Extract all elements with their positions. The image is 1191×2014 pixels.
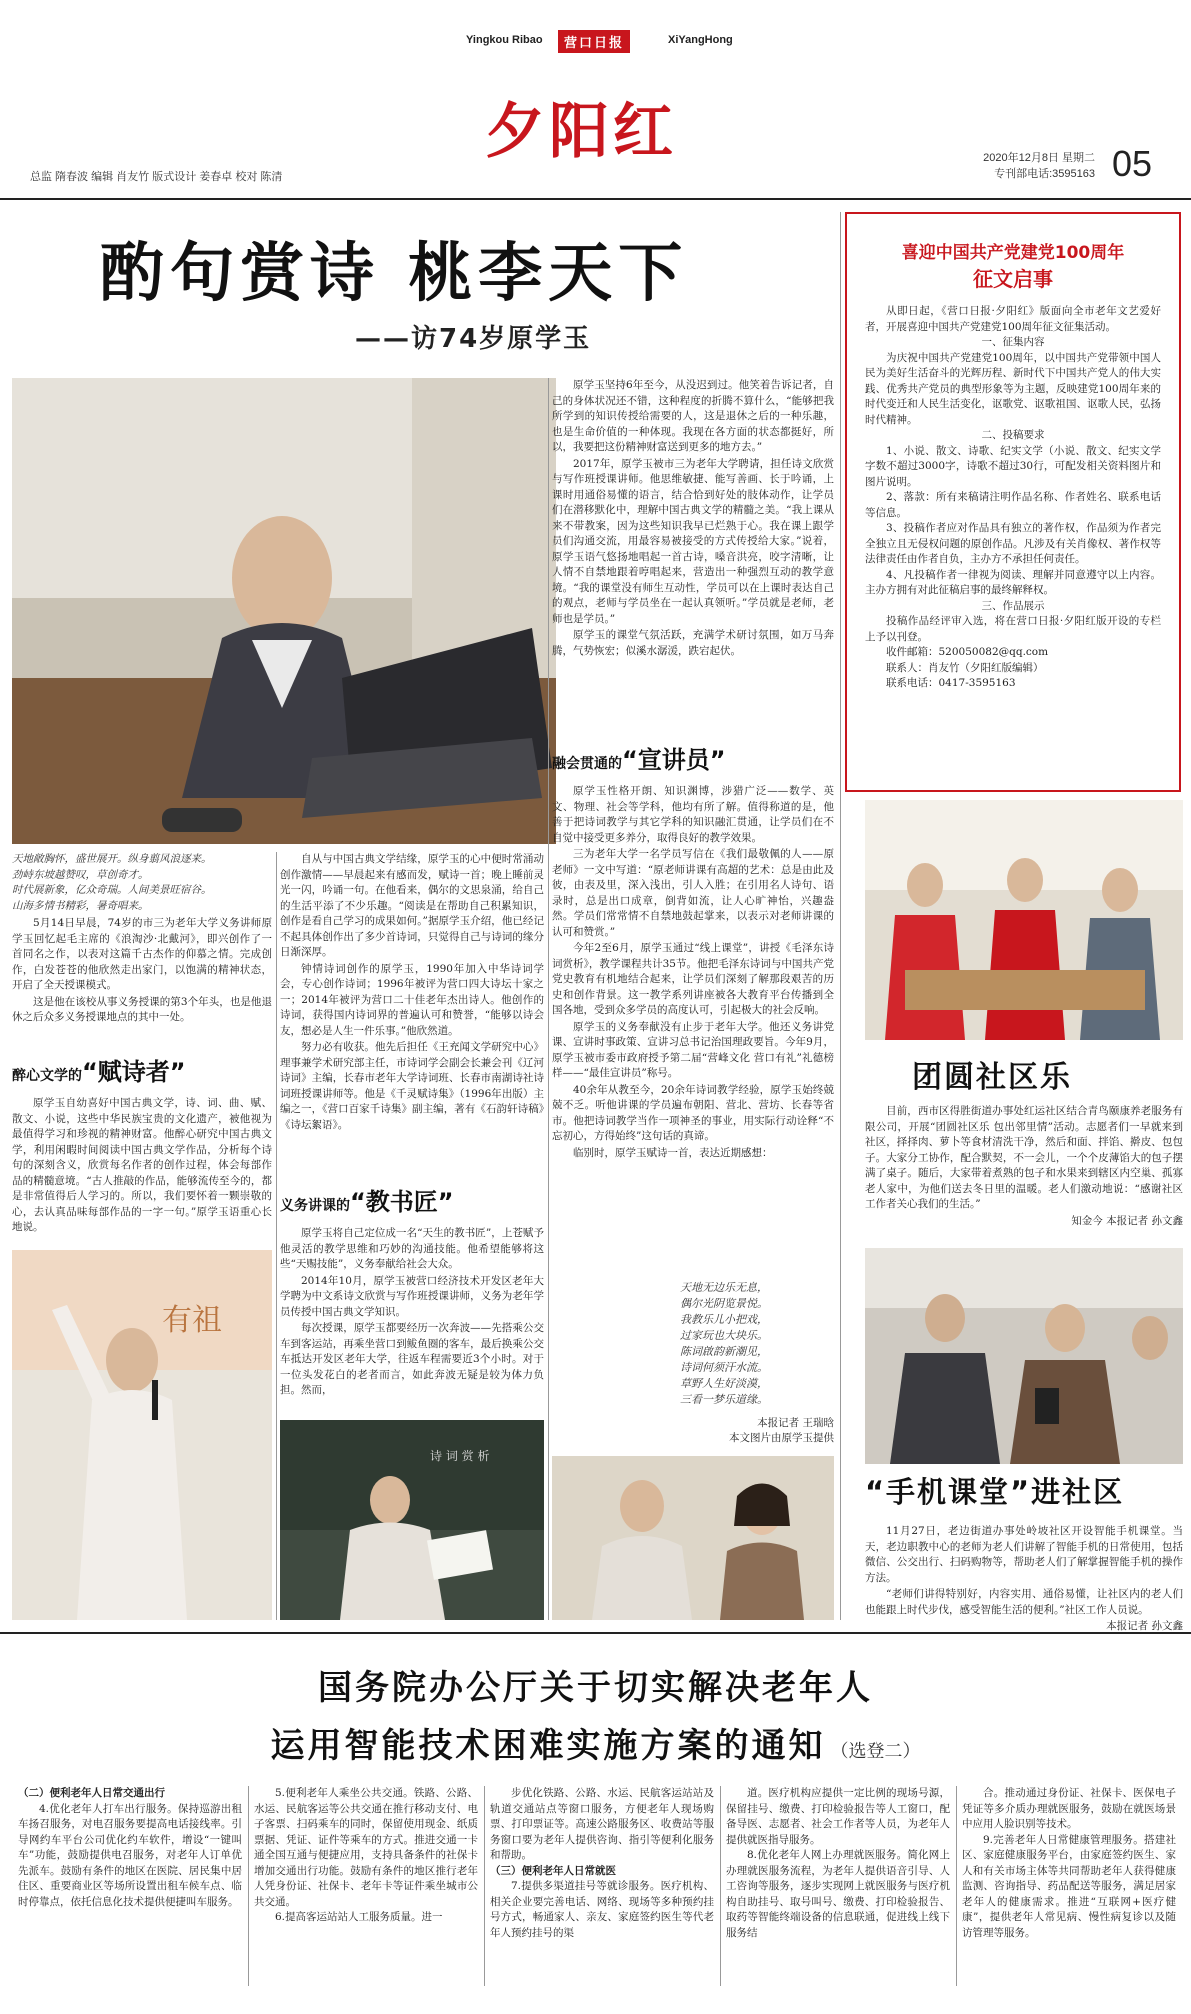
main-subhead: ——访74岁原学玉 [355, 324, 592, 354]
section-heading-2 [280, 1182, 454, 1217]
poem-line: 三看一梦乐道缘。 [680, 1393, 768, 1406]
poem-line: 天地无边乐无息， [680, 1281, 768, 1294]
notice-intro: 从即日起，《营口日报·夕阳红》版面向全市老年文艺爱好者，开展喜迎中国共产党建党100周年征文征集活动。 [865, 305, 1161, 333]
paragraph: 6.提高客运站站人工服务质量。进一 [275, 1911, 443, 1923]
paragraph: 自从与中国古典文学结缘，原学玉的心中便时常涌动创作激情——早晨起来有感而发，赋诗一首；晚上睡前灵光一闪，吟诵一句。在他看来，偶尔的文思泉涌，给自己的生活平添了不少乐趣。“阅读是在帮助自己积累知识，创作是看自己学习的成果如何。”据原学玉介绍，他已经记不起具体创作出了多少首诗词，只觉得自己与诗词的缘分日渐深厚。 [280, 853, 544, 958]
paper-logo: 营口日报 [558, 30, 630, 53]
paragraph: 道。医疗机构应提供一定比例的现场号源，保留挂号、缴费、打印检验报告等人工窗口，配备导医、志愿者、社会工作者等人员，为老年人提供就医指导服务。 [726, 1787, 950, 1846]
paragraph: 原学玉将自己定位成一名“天生的教书匠”，上苍赋予他灵活的教学思维和巧妙的沟通技能。他希望能够将这些“天赐技能”，义务奉献给社会大众。 [280, 1227, 544, 1270]
paragraph: 原学玉的义务奉献没有止步于老年大学。他还义务讲党课、宣讲时事政策、宣讲习总书记治国理政要旨。今年9月，原学玉被市委市政府授予第二届“营峰文化 营口有礼”礼德榜样——“最佳宣讲员”称号。 [552, 1020, 834, 1079]
bottom-col-3 [490, 1786, 714, 1941]
paragraph: 2014年10月，原学玉被营口经济技术开发区老年大学聘为中文系诗文欣赏与写作班授课讲师，义务为老年学员传授中国古典文学知识。 [280, 1274, 544, 1318]
column-divider [248, 1786, 249, 1986]
section-prefix: 醉心文学的 [12, 1068, 82, 1084]
phone-class-photo [865, 1248, 1183, 1464]
section-key: “赋诗者” [82, 1058, 186, 1086]
bottom-col-1 [18, 1786, 242, 1910]
bottom-subhead: （二）便利老年人日常交通出行 [18, 1787, 165, 1799]
notice-section-1-text: 为庆祝中国共产党建党100周年，以中国共产党带领中国人民为美好生活奋斗的光辉历程、新时代下中国共产党人的伟大实践、优秀共产党员的典型形象等为主题，反映建党100周年来的时代变迁和人民生活变化，讴歌党、讴歌祖国、讴歌人民，弘扬时代精神。 [865, 351, 1161, 426]
side2-byline: 本报记者 孙文鑫 [1106, 1620, 1183, 1632]
poem-line: 山海多情书精彩，暑奇唱来。 [12, 899, 149, 912]
notice-email: 收件邮箱：520050082@qq.com [886, 646, 1049, 658]
col3-section3 [552, 784, 834, 1162]
dateline [890, 150, 1095, 182]
col1-intro [12, 916, 272, 1027]
paragraph: 努力必有收获。他先后担任《王充闻文学研究中心》理事兼学术研究部主任，市诗词学会副会长兼会刊《辽河诗词》主编，长春市老年大学诗词班、长春市南湖诗社诗词班授课讲师等。他是《千灵赋诗集》（1996年出版）主编之一，《营口百家千诗集》副主编，著有《石韵轩诗稿》《诗坛絮语》。 [280, 1041, 544, 1131]
page-number: 05 [1112, 143, 1153, 184]
column-divider [956, 1786, 957, 1986]
notice-item: 3、投稿作者应对作品具有独立的著作权，作品须为作者完全独立且无侵权问题的原创作品。凡涉及有关肖像权、著作权等法律责任由作者自负，主办方不承担任何责任。 [865, 522, 1161, 565]
paragraph: 每次授课，原学玉都要经历一次奔波——先搭乘公交车到客运站，再乘坐营口到鲅鱼圈的客车，最后换乘公交车抵达开发区老年大学，往返车程需要近3个小时。对于一位头发花白的老者而言，如此奔波无疑是较为体力负担。然而， [280, 1322, 544, 1396]
teacher-reciting-photo [12, 1250, 272, 1620]
essay-notice-box [845, 212, 1181, 792]
poem-line: 陈词啟韵新潮见， [680, 1345, 768, 1358]
notice-section-1: 一、征集内容 [981, 336, 1045, 348]
closing-poem [680, 1280, 830, 1408]
phone-text: 专刊部电话:3595163 [994, 168, 1095, 180]
col3-text [552, 378, 834, 660]
column-divider [484, 1786, 485, 1986]
bottom-title-line1: 国务院办公厅关于切实解决老年人 [318, 1668, 873, 1708]
date-text: 2020年12月8日 星期二 [983, 152, 1095, 164]
section-prefix: 义务讲课的 [280, 1198, 350, 1214]
paragraph: 4.优化老年人打车出行服务。保持巡游出租车扬召服务，对电召服务要提高电话接线率。引导网约车平台公司优化约车软件，增设“一键叫车”功能，鼓励提供电召服务，对老年人订单优先派车。鼓励有条件的地区在医院、居民集中居住区、重要商业区等场所设置出租车候车点、临时停靠点，依托信息化技术提供便捷叫车服务。 [18, 1802, 242, 1908]
column-divider [720, 1786, 721, 1986]
masthead-rule [0, 198, 1191, 200]
main-headline: 酌句赏诗 桃李天下 [100, 237, 689, 311]
notice-item: 1、小说、散文、诗歌、纪实文学（小说、散文、纪实文学字数不超过3000字，诗歌不超过30行，可配发相关资料图片和图片说明。 [865, 444, 1161, 488]
credits-line: 总监 隋春波 编辑 肖友竹 版式设计 姜春卓 校对 陈清 [30, 171, 283, 183]
paragraph: 5月14日早晨，74岁的市三为老年大学义务讲师原学玉回忆起毛主席的《浪淘沙·北戴河》，即兴创作了一首同名之作，以表对这篇千古杰作的仰慕之情。完成创作，白发苍苍的他欣然走出家门，以饱满的精神状态，开启了全天授课模式。 [12, 917, 272, 991]
side2-title: “手机课堂”进社区 [865, 1475, 1125, 1509]
byline-reporter: 本报记者 王瑞晗 [757, 1417, 834, 1429]
paragraph: 三为老年大学一名学员写信在《我们最敬佩的人——原老师》一文中写道：“原老师讲课有高超的艺术：总是由此及彼，由表及里，深入浅出，引人入胜；在引用名人诗句、语录时，总是出口成章，倒背如流，让人心旷神怡，兴趣盎然。学员们常常情不自禁地鼓起掌来，以表示对老师讲课的认可和赞赏。” [552, 848, 834, 938]
col2-text [280, 852, 544, 1134]
bottom-col-5 [962, 1786, 1176, 1941]
side1-byline: 知金今 本报记者 孙文鑫 [1071, 1214, 1183, 1227]
section-key: “教书匠” [350, 1188, 454, 1216]
bottom-col-2 [254, 1786, 478, 1926]
teacher-blackboard-photo [280, 1420, 544, 1620]
paragraph: 7.提供多渠道挂号等就诊服务。医疗机构、相关企业要完善电话、网络、现场等多种预约挂号方式，畅通家人、亲友、家庭签约医生等代老年人预约挂号的渠 [490, 1880, 714, 1939]
notice-section-3-text: 投稿作品经评审入选，将在营口日报·夕阳红版开设的专栏上予以刊登。 [865, 615, 1161, 643]
paper-name-en-left: Yingkou Ribao [466, 34, 543, 46]
paragraph: 2017年，原学玉被市三为老年大学聘请，担任诗文欣赏与写作班授课讲师。他思维敏捷、能写善画、长于吟诵，上课时用通俗易懂的语言，结合恰到好处的肢体动作，让学员们在潜移默化中，理解中国古典文学的精髓之美。“我上课从来不带教案，因为这些知识我早已烂熟于心。我在课上跟学员们沟通交流，用最容易被接受的方式传授给大家。”说着，原学玉语气悠扬地唱起一首古诗，嗓音洪亮，咬字清晰，让人情不自禁地跟着哼唱起来，营造出一种强烈互动的教学意境。“我的课堂没有师生互动性，学员可以在上课时表达自己的观点，老师与学员坐在一起认真领听。”学员就是老师，老师也是学员。” [552, 457, 834, 625]
teacher-at-laptop-photo [12, 378, 556, 844]
paragraph: 临别时，原学玉赋诗一首，表达近期感想： [573, 1146, 773, 1159]
notice-contact: 联系人：肖友竹（夕阳红版编辑） [886, 661, 1044, 674]
section-prefix: 融会贯通的 [552, 756, 622, 772]
side1-title: 团圆社区乐 [912, 1060, 1072, 1095]
paragraph: 步优化铁路、公路、水运、民航客运站站及轨道交通站点等窗口服务，方便老年人现场购票、打印票证等。高速公路服务区、收费站等服务窗口要为老年人提供咨询、指引等便利化服务和帮助。 [490, 1787, 714, 1861]
bottom-subhead: （三）便利老年人日常就医 [490, 1864, 616, 1877]
poem-line: 过家玩也大块乐。 [680, 1329, 768, 1342]
notice-item: 2、落款：所有来稿请注明作品名称、作者姓名、联系电话等信息。 [865, 491, 1161, 519]
paragraph: 这是他在该校从事义务授课的第3个年头，也是他退休之后众多义务授课地点的其中一处。 [12, 995, 272, 1023]
paragraph: 11月27日，老边街道办事处岭坡社区开设智能手机课堂。当天，老边职教中心的老师为老人们讲解了智能手机的日常使用，包括微信、公交出行、扫码购物等，帮助老人们了解掌握智能手机的操作方法。 [865, 1525, 1183, 1584]
paragraph: 8.优化老年人网上办理就医服务。简化网上办理就医服务流程，为老年人提供语音引导、人工咨询等服务，逐步实现网上就医服务与医疗机构自助挂号、取号叫号、缴费、打印检验报告、取药等智能终端设备的信息联通，促进线上线下服务结 [726, 1849, 950, 1939]
paragraph: 原学玉性格开朗、知识渊博，涉猎广泛——数学、英文、物理、社会等学科，他均有所了解。值得称道的是，他善于把诗词教学与其它学科的知识融汇贯通，让学员们在不自觉中接受更多养分，取得良好的教学效果。 [552, 785, 834, 844]
poem-line: 劲峙东坡越赞叹，草创奇才。 [12, 868, 149, 881]
section-heading-1 [12, 1052, 186, 1087]
notice-phone: 联系电话：0417-3595163 [886, 677, 1016, 689]
main-byline [552, 1416, 834, 1446]
poem-line: 偶尔光阴览景悦。 [680, 1297, 768, 1310]
dumpling-volunteers-photo [865, 800, 1183, 1040]
paragraph: 原学玉的课堂气氛活跃，充满学术研讨氛围，如万马奔腾，气势恢宏；似溪水潺湲，跌宕起伏。 [552, 629, 834, 657]
paragraph: 合。推动通过身份证、社保卡、医保电子凭证等多介质办理就医服务，鼓励在就医场景中应用人脸识别等技术。 [962, 1787, 1176, 1830]
opening-poem [12, 852, 272, 914]
paragraph: 钟情诗词创作的原学玉，1990年加入中华诗词学会，专心创作诗词；1996年被评为营口四大诗坛十家之一；2014年被评为营口二十佳老年杰出诗人。他创作的诗词，获得国内诗词界的普遍认可和赞誉，“能够以诗会友，想必是人生一件乐事。”他欣然道。 [280, 962, 544, 1037]
poem-line: 天地敞胸怀，盛世展开。纵身翦风浪逐来。 [12, 853, 212, 865]
bottom-col-4 [726, 1786, 950, 1941]
paragraph: 5.便利老年人乘坐公共交通。铁路、公路、水运、民航客运等公共交通在推行移动支付、电子客票、扫码乘车的同时，保留使用现金、纸质票据、凭证、证件等乘车的方式。推进交通一卡通全国互通与便捷应用，支持具备条件的社保卡增加交通出行功能。鼓励有条件的地区推行老年人凭身份证、社保卡、老年卡等证件乘坐城市公共交通。 [254, 1787, 478, 1908]
paragraph: 9.完善老年人日常健康管理服务。搭建社区、家庭健康服务平台，由家庭签约医生、家人和有关市场主体等共同帮助老年人获得健康监测、咨询指导、药品配送等服务，满足居家老年人的健康需求。推进“互联网+医疗健康”，提供老年人常见病、慢性病复诊以及随访管理等服务。 [962, 1833, 1176, 1939]
poem-line: 草野人生好淡漠， [680, 1377, 768, 1390]
svg-text:有祖: 有祖 [162, 1303, 222, 1338]
paragraph: 原学玉坚持6年至今，从没迟到过。他笑着告诉记者，自己的身体状况还不错，这种程度的折腾不算什么，“能够把我所学到的知识传授给需要的人，这是退休之后的一种乐趣，也是生命价值的一种体现。我现在各方面的状态都挺好，所以，我要把这份精神财富送到更多的地方去。” [552, 379, 834, 453]
notice-title-line1: 喜迎中国共产党建党100周年 [901, 243, 1125, 263]
notice-section-2: 二、投稿要求 [981, 429, 1045, 441]
section-heading-3 [552, 740, 726, 775]
poem-line: 诗词何须汗水流。 [680, 1361, 768, 1374]
paper-name-en-right: XiYangHong [668, 34, 733, 46]
section-key: “宣讲员” [622, 746, 726, 774]
bottom-title-note: （选登二） [830, 1741, 921, 1762]
paragraph: 今年2至6月，原学玉通过“线上课堂”，讲授《毛泽东诗词赏析》，教学课程共计35节。他把毛泽东诗词与中国共产党党史教育有机地结合起来，让学员们深刻了解那段艰苦的历史和创作背景。这一教学系列讲座被各大教育平台传播到全国各地，受到众多学员的高度认可，引起极大的社会反响。 [552, 942, 834, 1016]
page-name: 夕阳红 [485, 97, 677, 167]
interview-photo [552, 1456, 834, 1620]
col1-section1 [12, 1096, 272, 1237]
column-divider [840, 212, 841, 1620]
paragraph: “老师们讲得特别好，内容实用、通俗易懂，让社区内的老人们也能跟上时代步伐，感受智能生活的便利。”社区工作人员说。 [865, 1588, 1183, 1616]
paragraph: 原学玉自幼喜好中国古典文学，诗、词、曲、赋、散文、小说，这些中华民族宝贵的文化遗产，被他视为最值得学习和珍视的精神财富。他醉心研究中国古典文学，利用闲暇时间阅读中国古典文学作品，分析每个诗句的深刻含义，欣赏每名作者的创作过程，体会每部作品的精髓意境。“古人推敲的作品，能够流传至今的，都是非常值得后人学习的。所以，我们要怀着一颗崇敬的心，去认真品味每部作品的一字一句。”原学玉语重心长地说。 [12, 1097, 272, 1233]
notice-section-3: 三、作品展示 [981, 599, 1045, 612]
col2-section2 [280, 1226, 544, 1400]
column-divider [276, 852, 277, 1620]
side1-text [865, 1104, 1183, 1229]
bottom-section-rule [0, 1632, 1191, 1634]
side2-text [865, 1524, 1183, 1634]
byline-photo-credit: 本文图片由原学玉提供 [729, 1432, 834, 1444]
paragraph: 目前，西市区得胜街道办事处红运社区结合青鸟颐康养老服务有限公司，开展“团圆社区乐 包出邻里情”活动。志愿者们一早就来到社区，择择肉、萝卜等食材清洗干净，然后和面、拌馅、擀皮、包包子。大家分工协作，配合默契，不一会儿，一个个皮薄馅大的包子摆满了桌子。随后，大家带着煮熟的包子和水果来到辖区内空巢、孤寡老人家中，为他们送去冬日里的温暖。老人们激动地说：“感谢社区工作者关心我们的生活。” [865, 1105, 1183, 1210]
notice-body [847, 292, 1179, 692]
column-divider [548, 378, 549, 1620]
poem-line: 我教乐儿小把戏， [680, 1313, 768, 1326]
paragraph: 40余年从教至今，20余年诗词教学经验，原学玉始终兢兢不乏。听他讲课的学员遍布朝阳、营北、营坊、长春等省市。他把诗词教学当作一项神圣的事业，用实际行动诠释“不忘初心，方得始终”这句话的真谛。 [552, 1083, 834, 1142]
notice-item: 4、凡投稿作者一律视为阅读、理解并同意遵守以上内容。主办方拥有对此征稿启事的最终解释权。 [865, 568, 1161, 596]
bottom-title-line2: 运用智能技术困难实施方案的通知 [270, 1726, 826, 1766]
svg-text:诗 词 赏 析: 诗 词 赏 析 [430, 1449, 490, 1463]
bottom-title-line2-wrap [0, 1718, 1191, 1767]
notice-title-line2: 征文启事 [973, 267, 1053, 291]
poem-line: 时代展新象，亿众奇瑞。人间美景旺宿谷。 [12, 884, 212, 896]
